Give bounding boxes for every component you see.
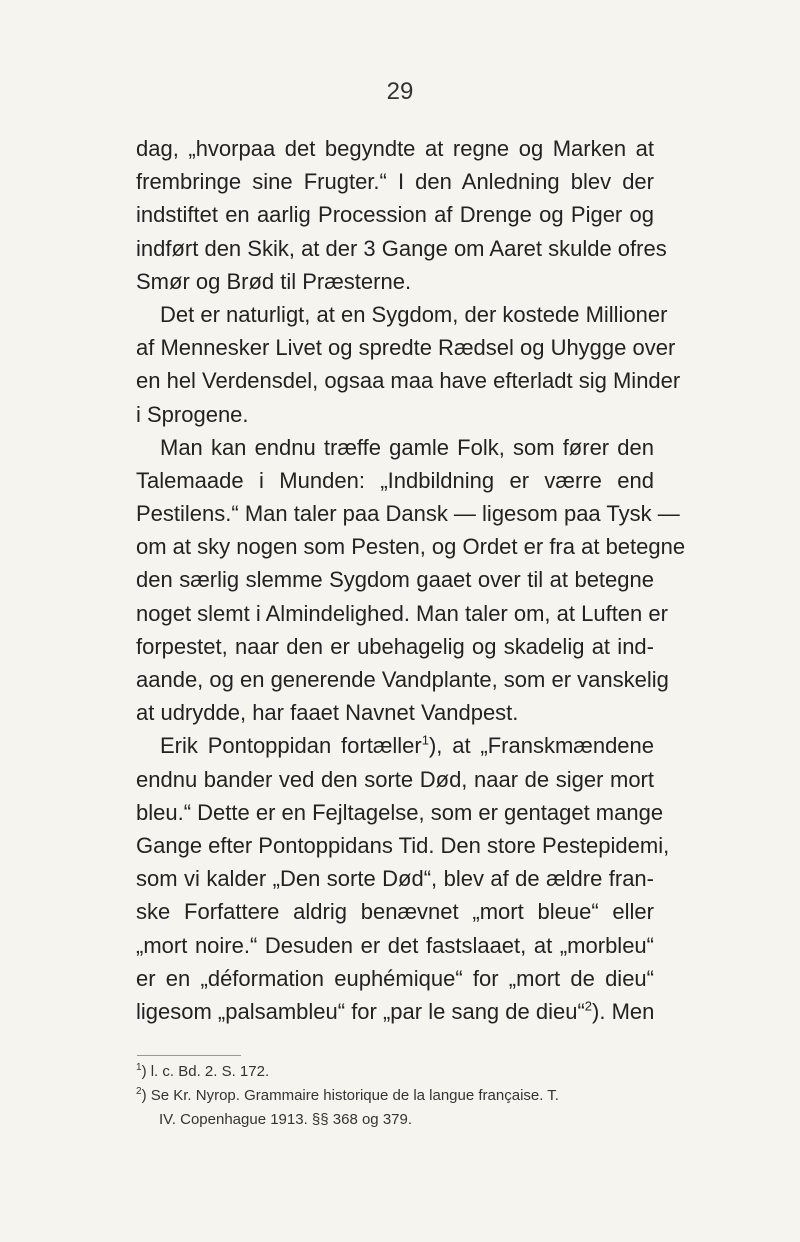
text-line: indstiftet en aarlig Procession af Drenge og Piger og	[136, 202, 654, 228]
footnote-ref: 2	[584, 998, 593, 1014]
footnote-mark: 1	[136, 1062, 142, 1073]
footnotes	[136, 1060, 656, 1132]
text-line: ske Forfattere aldrig benævnet „mort bleue“ eller	[136, 899, 654, 925]
text-line: frembringe sine Frugter.“ I den Anledning blev der	[136, 169, 654, 195]
text-line: i Sprogene.	[136, 401, 249, 427]
footnote-text: ) l. c. Bd. 2. S. 172.	[141, 1063, 270, 1080]
text-line: om at sky nogen som Pesten, og Ordet er fra at betegne	[136, 534, 686, 560]
text-line: indført den Skik, at der 3 Gange om Aaret skulde ofres	[136, 235, 667, 261]
text-line: som vi kalder „Den sorte Død“, blev af de ældre fran-	[136, 866, 654, 892]
footnote	[136, 1060, 656, 1084]
footnote-text: ) Se Kr. Nyrop. Grammaire historique de la langue française. T.	[141, 1087, 559, 1104]
text-line: endnu bander ved den sorte Død, naar de siger mort	[136, 766, 654, 792]
text-line: dag, „hvorpaa det begyndte at regne og Marken at	[136, 136, 654, 161]
text-line: at udrydde, har faaet Navnet Vandpest.	[136, 700, 519, 726]
text-line: en hel Verdensdel, ogsaa maa have efterladt sig Minder	[136, 368, 681, 394]
footnote	[136, 1084, 656, 1108]
footnote-ref: 1	[421, 733, 429, 749]
text-line: forpestet, naar den er ubehagelig og skadelig at ind-	[136, 633, 654, 659]
text-line: den særlig slemme Sygdom gaaet over til at betegne	[136, 567, 654, 593]
text-line: noget slemt i Almindelighed. Man taler om, at Luften er	[136, 600, 668, 626]
text-line: Talemaade i Munden: „Indbildning er værre end	[136, 467, 654, 493]
text-segment: Erik Pontoppidan fortæller	[160, 733, 422, 759]
page-number: 29	[386, 78, 414, 105]
text-line	[136, 729, 654, 762]
text-line: Man kan endnu træffe gamle Folk, som fører den	[160, 434, 654, 460]
text-segment: ligesom „palsambleu“ for „par le sang de dieu“	[136, 998, 585, 1024]
text-line: Pestilens.“ Man taler paa Dansk — ligesom paa Tysk —	[136, 501, 680, 527]
text-line	[136, 995, 654, 1028]
text-line: „mort noire.“ Desuden er det fastslaaet, at „morbleu“	[136, 932, 654, 958]
footnote-mark: 2	[136, 1086, 142, 1097]
body-text	[136, 132, 686, 1028]
text-segment: ). Men	[592, 998, 655, 1024]
text-line: aande, og en generende Vandplante, som er vanskelig	[136, 667, 669, 692]
text-line: Det er naturligt, at en Sygdom, der kostede Millioner	[160, 301, 668, 327]
text-line: bleu.“ Dette er en Fejltagelse, som er gentaget mange	[136, 799, 664, 825]
text-segment: ), at „Franskmændene	[428, 733, 655, 759]
footnote-continuation: IV. Copenhague 1913. §§ 368 og 379.	[159, 1111, 413, 1128]
footnote-divider	[137, 1055, 241, 1056]
text-line: Smør og Brød til Præsterne.	[136, 268, 412, 294]
text-line: af Mennesker Livet og spredte Rædsel og Uhygge over	[136, 335, 676, 361]
text-line: Gange efter Pontoppidans Tid. Den store Pestepidemi,	[136, 832, 670, 858]
text-line: er en „déformation euphémique“ for „mort de dieu“	[136, 965, 654, 991]
